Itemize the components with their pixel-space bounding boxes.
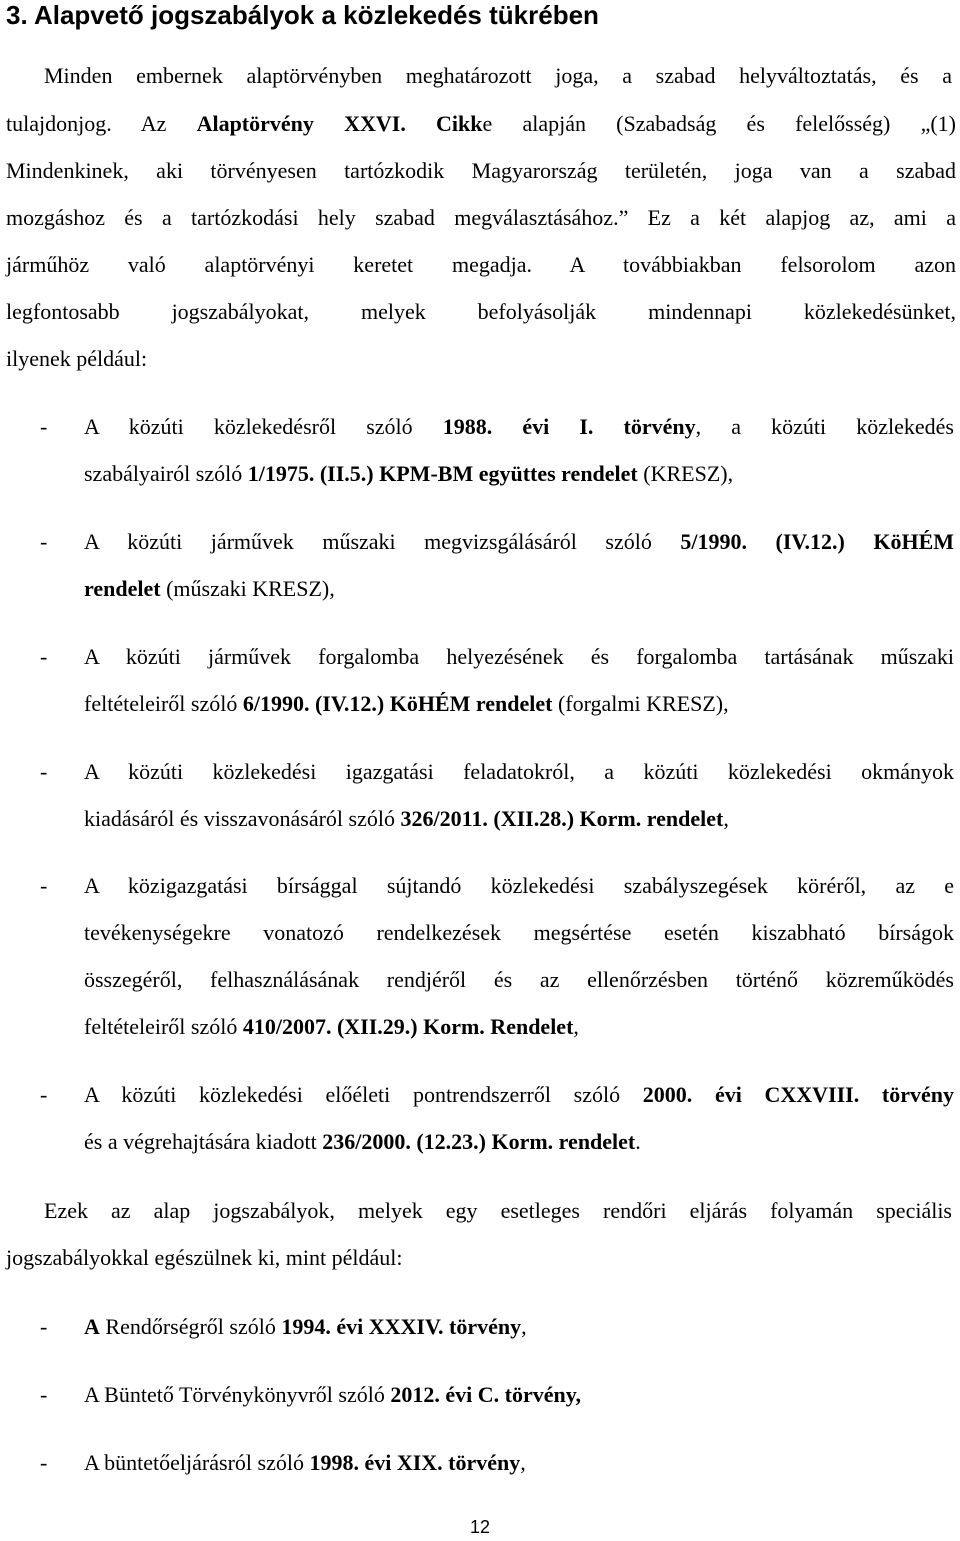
- list-item-line: feltételeiről szóló 410/2007. (XII.29.) Korm. Rendelet,: [84, 1014, 579, 1039]
- list-bullet: -: [40, 529, 48, 554]
- bold-text: 1998. évi XIX. törvény: [309, 1450, 521, 1475]
- list-bullet: -: [40, 759, 48, 784]
- paragraph-line: tulajdonjog. Az Alaptörvény XXVI. Cikke alapján (Szabadság és felelősség) „(1): [6, 111, 956, 136]
- paragraph-line: mozgáshoz és a tartózkodási hely szabad megválasztásához.” Ez a két alapjog az, ami a: [6, 205, 956, 230]
- list-item-line: rendelet (műszaki KRESZ),: [84, 576, 335, 601]
- bold-text: Alaptörvény XXVI. Cikk: [196, 111, 483, 136]
- bold-text: rendelet: [84, 576, 161, 601]
- page-number: 12: [469, 1517, 491, 1537]
- bold-text: 236/2000. (12.23.) Korm. rendelet: [322, 1129, 636, 1154]
- list-bullet: -: [40, 1450, 48, 1475]
- list-item-line: A közúti járművek műszaki megvizsgálásáról szóló 5/1990. (IV.12.) KöHÉM: [84, 529, 955, 554]
- list-bullet: -: [40, 414, 48, 439]
- bold-text: 326/2011. (XII.28.) Korm. rendelet: [400, 806, 724, 831]
- paragraph-line: Minden embernek alaptörvényben meghatározott joga, a szabad helyváltoztatás, és a: [44, 63, 952, 88]
- list-bullet: -: [40, 644, 48, 669]
- bold-text: 1/1975. (II.5.) KPM-BM együttes rendelet: [247, 461, 638, 486]
- paragraph-line: Ezek az alap jogszabályok, melyek egy esetleges rendőri eljárás folyamán speciális: [44, 1198, 952, 1223]
- bold-text: 1994. évi XXXIV. törvény: [281, 1314, 522, 1339]
- list-bullet: -: [40, 873, 48, 898]
- paragraph-line: ilyenek például:: [6, 346, 148, 371]
- list-item-line: A közúti járművek forgalomba helyezésének és forgalomba tartásának műszaki: [84, 644, 954, 669]
- list-item-line: A büntetőeljárásról szóló 1998. évi XIX. törvény,: [84, 1450, 526, 1475]
- list-bullet: -: [40, 1314, 48, 1339]
- section-heading: 3. Alapvető jogszabályok a közlekedés tükrében: [6, 0, 599, 30]
- bold-text: A: [84, 1314, 100, 1339]
- list-bullet: -: [40, 1382, 48, 1407]
- bold-text: 5/1990. (IV.12.) KöHÉM: [680, 529, 955, 554]
- list-item-line: A közúti közlekedési igazgatási feladatokról, a közúti közlekedési okmányok: [84, 759, 954, 784]
- paragraph-line: járműhöz való alaptörvényi keretet megadja. A továbbiakban felsorolom azon: [6, 252, 956, 277]
- bold-text: 2000. évi CXXVIII. törvény: [642, 1082, 954, 1107]
- paragraph-line: jogszabályokkal egészülnek ki, mint például:: [6, 1245, 403, 1270]
- bold-text: 1988. évi I. törvény: [442, 414, 696, 439]
- paragraph-line: legfontosabb jogszabályokat, melyek befolyásolják mindennapi közlekedésünket,: [6, 299, 956, 324]
- list-item-line: összegéről, felhasználásának rendjéről és az ellenőrzésben történő közreműködés: [84, 967, 954, 992]
- list-item-line: tevékenységekre vonatozó rendelkezések megsértése esetén kiszabható bírságok: [84, 920, 954, 945]
- list-item-line: A közúti közlekedésről szóló 1988. évi I. törvény, a közúti közlekedés: [84, 414, 954, 439]
- list-item-line: kiadásáról és visszavonásáról szóló 326/2011. (XII.28.) Korm. rendelet,: [84, 806, 729, 831]
- bold-text: 6/1990. (IV.12.) KöHÉM rendelet: [242, 691, 553, 716]
- bold-text: 410/2007. (XII.29.) Korm. Rendelet: [242, 1014, 574, 1039]
- list-bullet: -: [40, 1082, 48, 1107]
- list-item-line: A közúti közlekedési előéleti pontrendszerről szóló 2000. évi CXXVIII. törvény: [84, 1082, 954, 1107]
- list-item-line: A Rendőrségről szóló 1994. évi XXXIV. törvény,: [84, 1314, 527, 1339]
- list-item-line: A Büntető Törvénykönyvről szóló 2012. évi C. törvény,: [84, 1382, 582, 1407]
- list-item-line: és a végrehajtására kiadott 236/2000. (12.23.) Korm. rendelet.: [84, 1129, 641, 1154]
- list-item-line: A közigazgatási bírsággal sújtandó közlekedési szabályszegések köréről, az e: [84, 873, 954, 898]
- list-item-line: feltételeiről szóló 6/1990. (IV.12.) KöHÉM rendelet (forgalmi KRESZ),: [84, 691, 729, 716]
- paragraph-line: Mindenkinek, aki törvényesen tartózkodik Magyarország területén, joga van a szabad: [6, 158, 956, 183]
- bold-text: 2012. évi C. törvény,: [390, 1382, 582, 1407]
- list-item-line: szabályairól szóló 1/1975. (II.5.) KPM-BM együttes rendelet (KRESZ),: [84, 461, 734, 486]
